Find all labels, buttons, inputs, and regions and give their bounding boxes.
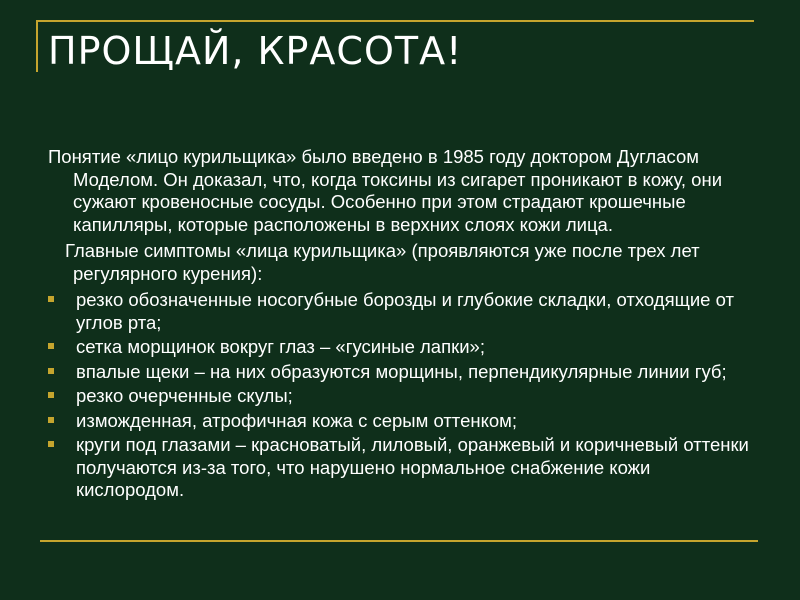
list-item — [48, 289, 752, 334]
slide-title: ПРОЩАЙ, КРАСОТА! — [48, 29, 463, 73]
bullet-icon — [48, 343, 54, 349]
list-item — [48, 410, 752, 433]
title-side-divider — [36, 20, 38, 72]
list-item-text: круги под глазами – красноватый, лиловый, оранжевый и коричневый оттенки получаются из-за того, что нарушено нормальное снабжение кожи кислородом. — [76, 434, 749, 500]
bullet-icon — [48, 441, 54, 447]
list-item — [48, 336, 752, 359]
list-item-text: сетка морщинок вокруг глаз – «гусиные лапки»; — [76, 336, 485, 357]
bottom-divider — [40, 540, 758, 542]
intro-paragraph: Понятие «лицо курильщика» было введено в 1985 году доктором Дугласом Моделом. Он доказал, что, когда токсины из сигарет проникают в кожу, они сужают кровеносные сосуды. Особенно при этом страдают крошечные капилляры, которые расположены в верхних слоях кожи лица. — [48, 146, 723, 235]
list-item — [48, 361, 752, 384]
symptoms-list — [48, 289, 752, 502]
symptoms-heading: Главные симптомы «лица курильщика» (проявляются уже после трех лет регулярного курения): — [65, 240, 700, 284]
bullet-icon — [48, 392, 54, 398]
list-item-text: изможденная, атрофичная кожа с серым оттенком; — [76, 409, 518, 431]
bullet-icon — [48, 296, 54, 302]
bullet-icon — [48, 368, 54, 374]
top-divider — [36, 20, 754, 22]
list-item — [48, 385, 752, 408]
bullet-icon — [48, 417, 54, 423]
list-item-text: резко обозначенные носогубные борозды и глубокие складки, отходящие от углов рта; — [76, 289, 734, 333]
slide-body — [48, 146, 752, 504]
list-item — [48, 434, 752, 502]
list-item-text: резко очерченные скулы; — [76, 385, 293, 406]
list-item-text: впалые щеки – на них образуются морщины, перпендикулярные линии губ; — [76, 360, 727, 382]
